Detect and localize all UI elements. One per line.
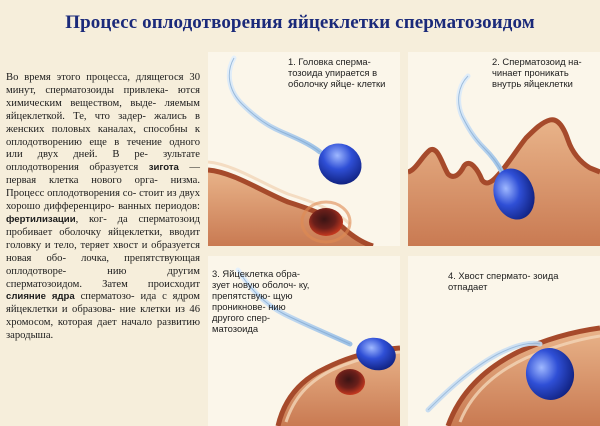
term-fertilization: фертилизации bbox=[6, 213, 76, 225]
egg-nucleus bbox=[309, 208, 343, 236]
sperm-tail bbox=[459, 76, 502, 172]
description-part-1: Во время этого процесса, длящегося 30 минут, сперматозоиды привлека- ются химическим веществом, выде- ляемым яйцеклеткой. Те, что задер- жались в женских половых каналах, способны к оплодотворению еще в течение одного или двух дней. В ре- зультате оплодотворения образуется bbox=[6, 72, 200, 174]
panel-stage-3 bbox=[208, 256, 400, 426]
description-part-4: сперматозо- ида с ядром яйцеклетки и образова- ние клетки из 46 хромосом, которая дает начало развитию зародыша. bbox=[6, 291, 200, 342]
term-zygote: зигота bbox=[148, 162, 179, 174]
panel-stage-1 bbox=[208, 52, 400, 246]
description-text bbox=[6, 72, 200, 343]
description-part-3: , ког- да сперматозоид пробивает оболочку яйцеклетки, вводит головку и тело, теряет хвост и образуется новая обо- лочка, препятствующая оплодотворе- нию другим сперматозоидом. Затем происходит bbox=[6, 213, 200, 290]
panel-stage-2 bbox=[408, 52, 600, 246]
caption-stage-2: 2. Сперматозоид на- чинает проникать внутрь яйцеклетки bbox=[492, 56, 582, 89]
caption-stage-1: 1. Головка сперма- тозоида упирается в оболочку яйцe- клетки bbox=[288, 56, 386, 89]
term-nuclear-fusion: слияние ядра bbox=[6, 291, 75, 303]
sperm-head bbox=[311, 136, 369, 193]
page-title: Процесс оплодотворения яйцеклетки сперматозоидом bbox=[65, 12, 535, 33]
caption-stage-3: 3. Яйцеклетка обра- зует новую оболоч- ку, препятствую- щую проникнове- нию другого спер- матозоида bbox=[212, 268, 310, 334]
egg-nucleus bbox=[335, 369, 365, 395]
description-part-2: — первая клетка нового орга- низма. Процесс оплодотворения со- стоит из двух хорошо дифференциро- ванных периодов: bbox=[6, 162, 200, 213]
panel-stage-4 bbox=[408, 256, 600, 426]
caption-stage-4: 4. Хвост спермато- зоида отпадает bbox=[448, 270, 559, 292]
